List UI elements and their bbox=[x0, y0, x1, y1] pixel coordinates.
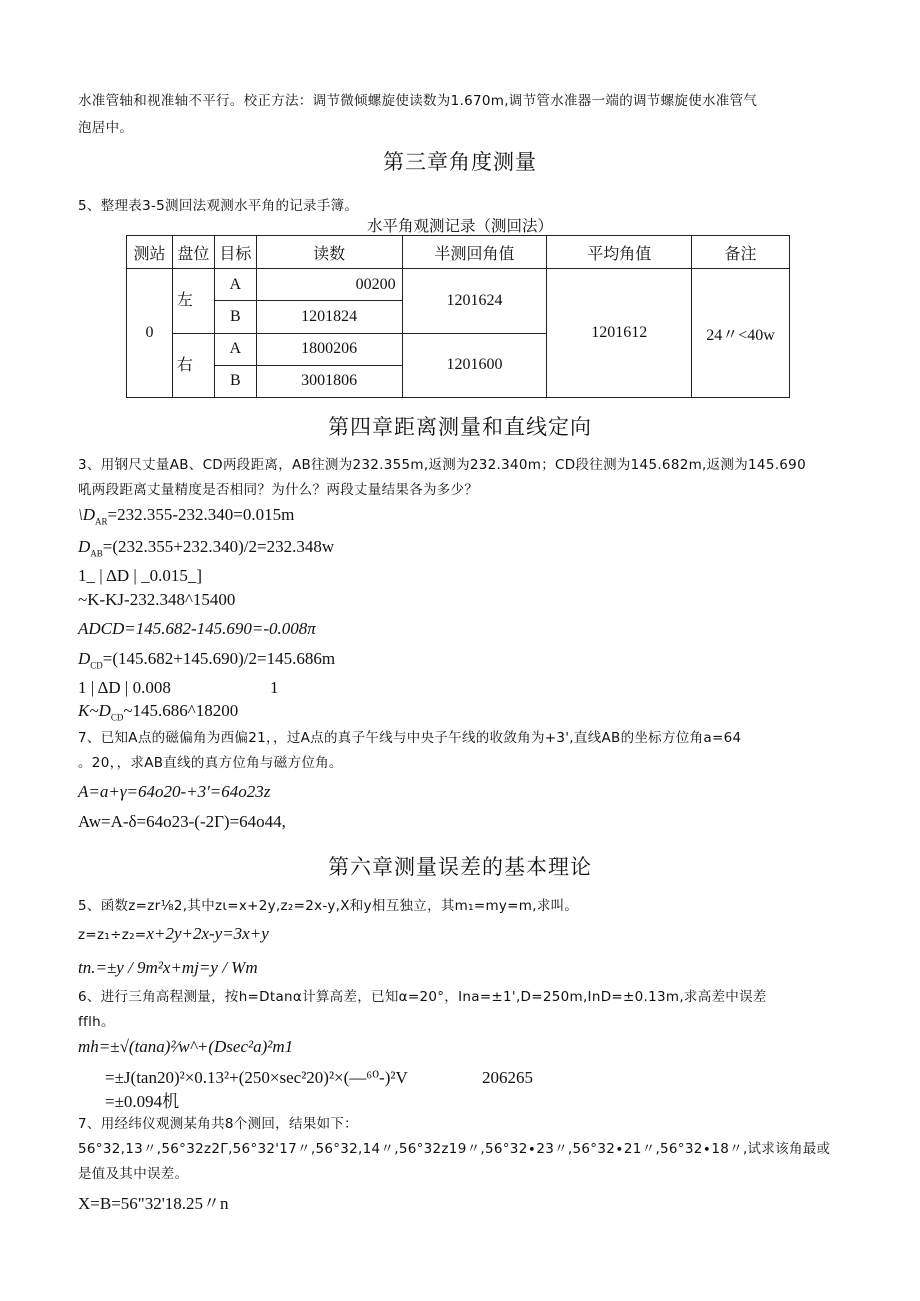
header-target: 目标 bbox=[214, 236, 256, 269]
formula-kab-fraction: 1_ | ΔD | _0.015_] bbox=[78, 566, 202, 585]
formula-dab-mean: $D_{AB}=(232.355+232.340)/2=232.348w$ bbox=[78, 537, 335, 559]
chapter-3-title: 第三章角度测量 bbox=[383, 150, 537, 174]
half-angle-cell: 1201624 bbox=[402, 269, 547, 334]
reading-cell: 1800206 bbox=[256, 333, 402, 365]
formula-kab-result: ~K-KJ-232.348^15400 bbox=[78, 590, 236, 609]
formula-kcd-fraction: 1 | ΔD | 0.008 bbox=[78, 678, 171, 697]
ch6-question-7-line-1: 7、用经纬仪观测某角共8个测回，结果如下： bbox=[78, 1116, 358, 1132]
face-left-cell: 左 bbox=[172, 269, 214, 334]
formula-kcd-numerator: 1 bbox=[270, 678, 279, 697]
chapter-6-title: 第六章测量误差的基本理论 bbox=[328, 855, 592, 879]
half-angle-cell: 1201600 bbox=[402, 333, 547, 398]
header-half-angle: 半测回角值 bbox=[402, 236, 547, 269]
angle-record-table bbox=[126, 235, 790, 398]
formula-z: z=z₁÷z₂=x+2y+2x-y=3x+y bbox=[78, 924, 269, 943]
ch4-question-3-line-2: 吼两段距离丈量精度是否相同？为什么？两段丈量结果各为多少？ bbox=[78, 482, 479, 498]
ch3-question-5: 5、整理表3-5测回法观测水平角的记录手簿。 bbox=[78, 198, 359, 214]
ch6-question-7-line-2: 56°32,13〃,56°32z2Γ,56°32'17〃,56°32,14〃,56°32z19〃,56°32∙23〃,56°32∙21〃,56°32∙18〃,试求该角最或 bbox=[78, 1141, 831, 1157]
table-row bbox=[127, 269, 790, 301]
face-right-cell: 右 bbox=[172, 333, 214, 398]
reading-cell: 00200 bbox=[256, 269, 402, 301]
formula-delta-dcd: ADCD=145.682-145.690=-0.008π bbox=[78, 619, 316, 638]
ch6-question-7-line-3: 是值及其中误差。 bbox=[78, 1166, 189, 1182]
reading-cell: 1201824 bbox=[256, 301, 402, 333]
intro-line-1: 水准管轴和视准轴不平行。校正方法：调节微倾螺旋使读数为1.670m,调节管水准器一端的调节螺旋使水准管气 bbox=[78, 93, 758, 109]
target-cell: A bbox=[214, 333, 256, 365]
chapter-4-title: 第四章距离测量和直线定向 bbox=[328, 415, 592, 439]
header-mean-angle: 平均角值 bbox=[547, 236, 692, 269]
ch6-question-6-line-1: 6、进行三角高程测量，按h=Dtanα计算高差，已知α=20°，Ina=±1',D=250m,InD=±0.13m,求高差中误差 bbox=[78, 989, 767, 1005]
remark-cell: 24〃<40w bbox=[692, 269, 790, 398]
formula-dcd-mean: $D_{CD}=(145.682+145.690)/2=145.686m$ bbox=[78, 649, 336, 671]
formula-most-probable-value: X=B=56"32'18.25〃n bbox=[78, 1194, 229, 1213]
ch4-question-3-line-1: 3、用钢尺丈量AB、CD两段距离，AB往测为232.355m,返测为232.340m；CD段往测为145.682m,返测为145.690 bbox=[78, 457, 806, 473]
table-caption: 水平角观测记录（测回法） bbox=[366, 217, 553, 235]
formula-mh-substituted: =±J(tan20)²×0.13²+(250×sec²20)²×(—⁶⁰-)²V bbox=[105, 1068, 408, 1087]
header-remark: 备注 bbox=[692, 236, 790, 269]
ch6-question-5: 5、函数z=zr⅛2,其中zι=x+2y,z₂=2x-y,X和y相互独立，其m₁=my=m,求叫。 bbox=[78, 898, 579, 914]
target-cell: A bbox=[214, 269, 256, 301]
formula-rho-constant: 206265 bbox=[482, 1068, 533, 1087]
table-header-row bbox=[127, 236, 790, 269]
formula-magnetic-azimuth: Aw=A-δ=64o23-(-2Γ)=64o44, bbox=[78, 812, 286, 831]
target-cell: B bbox=[214, 365, 256, 397]
formula-mh: mh=±√(tana)²⁄w^+(Dsec²a)²m1 bbox=[78, 1037, 294, 1056]
ch4-question-7-line-1: 7、已知A点的磁偏角为西偏21，，过A点的真子午线与中央子午线的收敛角为+3',直线AB的坐标方位角a=64 bbox=[78, 730, 742, 746]
mean-angle-cell: 1201612 bbox=[547, 269, 692, 398]
target-cell: B bbox=[214, 301, 256, 333]
header-face: 盘位 bbox=[172, 236, 214, 269]
ch6-question-6-line-2: fflh。 bbox=[78, 1014, 115, 1030]
formula-delta-dab: $\backslash D_{AR}=232.355-232.340=0.015m$ bbox=[78, 505, 295, 527]
header-station: 测站 bbox=[127, 236, 173, 269]
formula-kcd-result: $K\sim D_{CD}\sim 145.686\^{}18200$ bbox=[78, 701, 239, 723]
header-reading: 读数 bbox=[256, 236, 402, 269]
ch4-question-7-line-2: 。20，，求AB直线的真方位角与磁方位角。 bbox=[78, 755, 343, 771]
formula-true-azimuth: A=a+γ=64o20-+3'=64o23z bbox=[78, 782, 271, 801]
formula-mz: tn.=±y / 9m²x+mj=y / Wm bbox=[78, 958, 258, 977]
formula-mh-result: =±0.094机 bbox=[105, 1092, 180, 1111]
station-cell: 0 bbox=[127, 269, 173, 398]
reading-cell: 3001806 bbox=[256, 365, 402, 397]
intro-line-2: 泡居中。 bbox=[78, 120, 134, 136]
